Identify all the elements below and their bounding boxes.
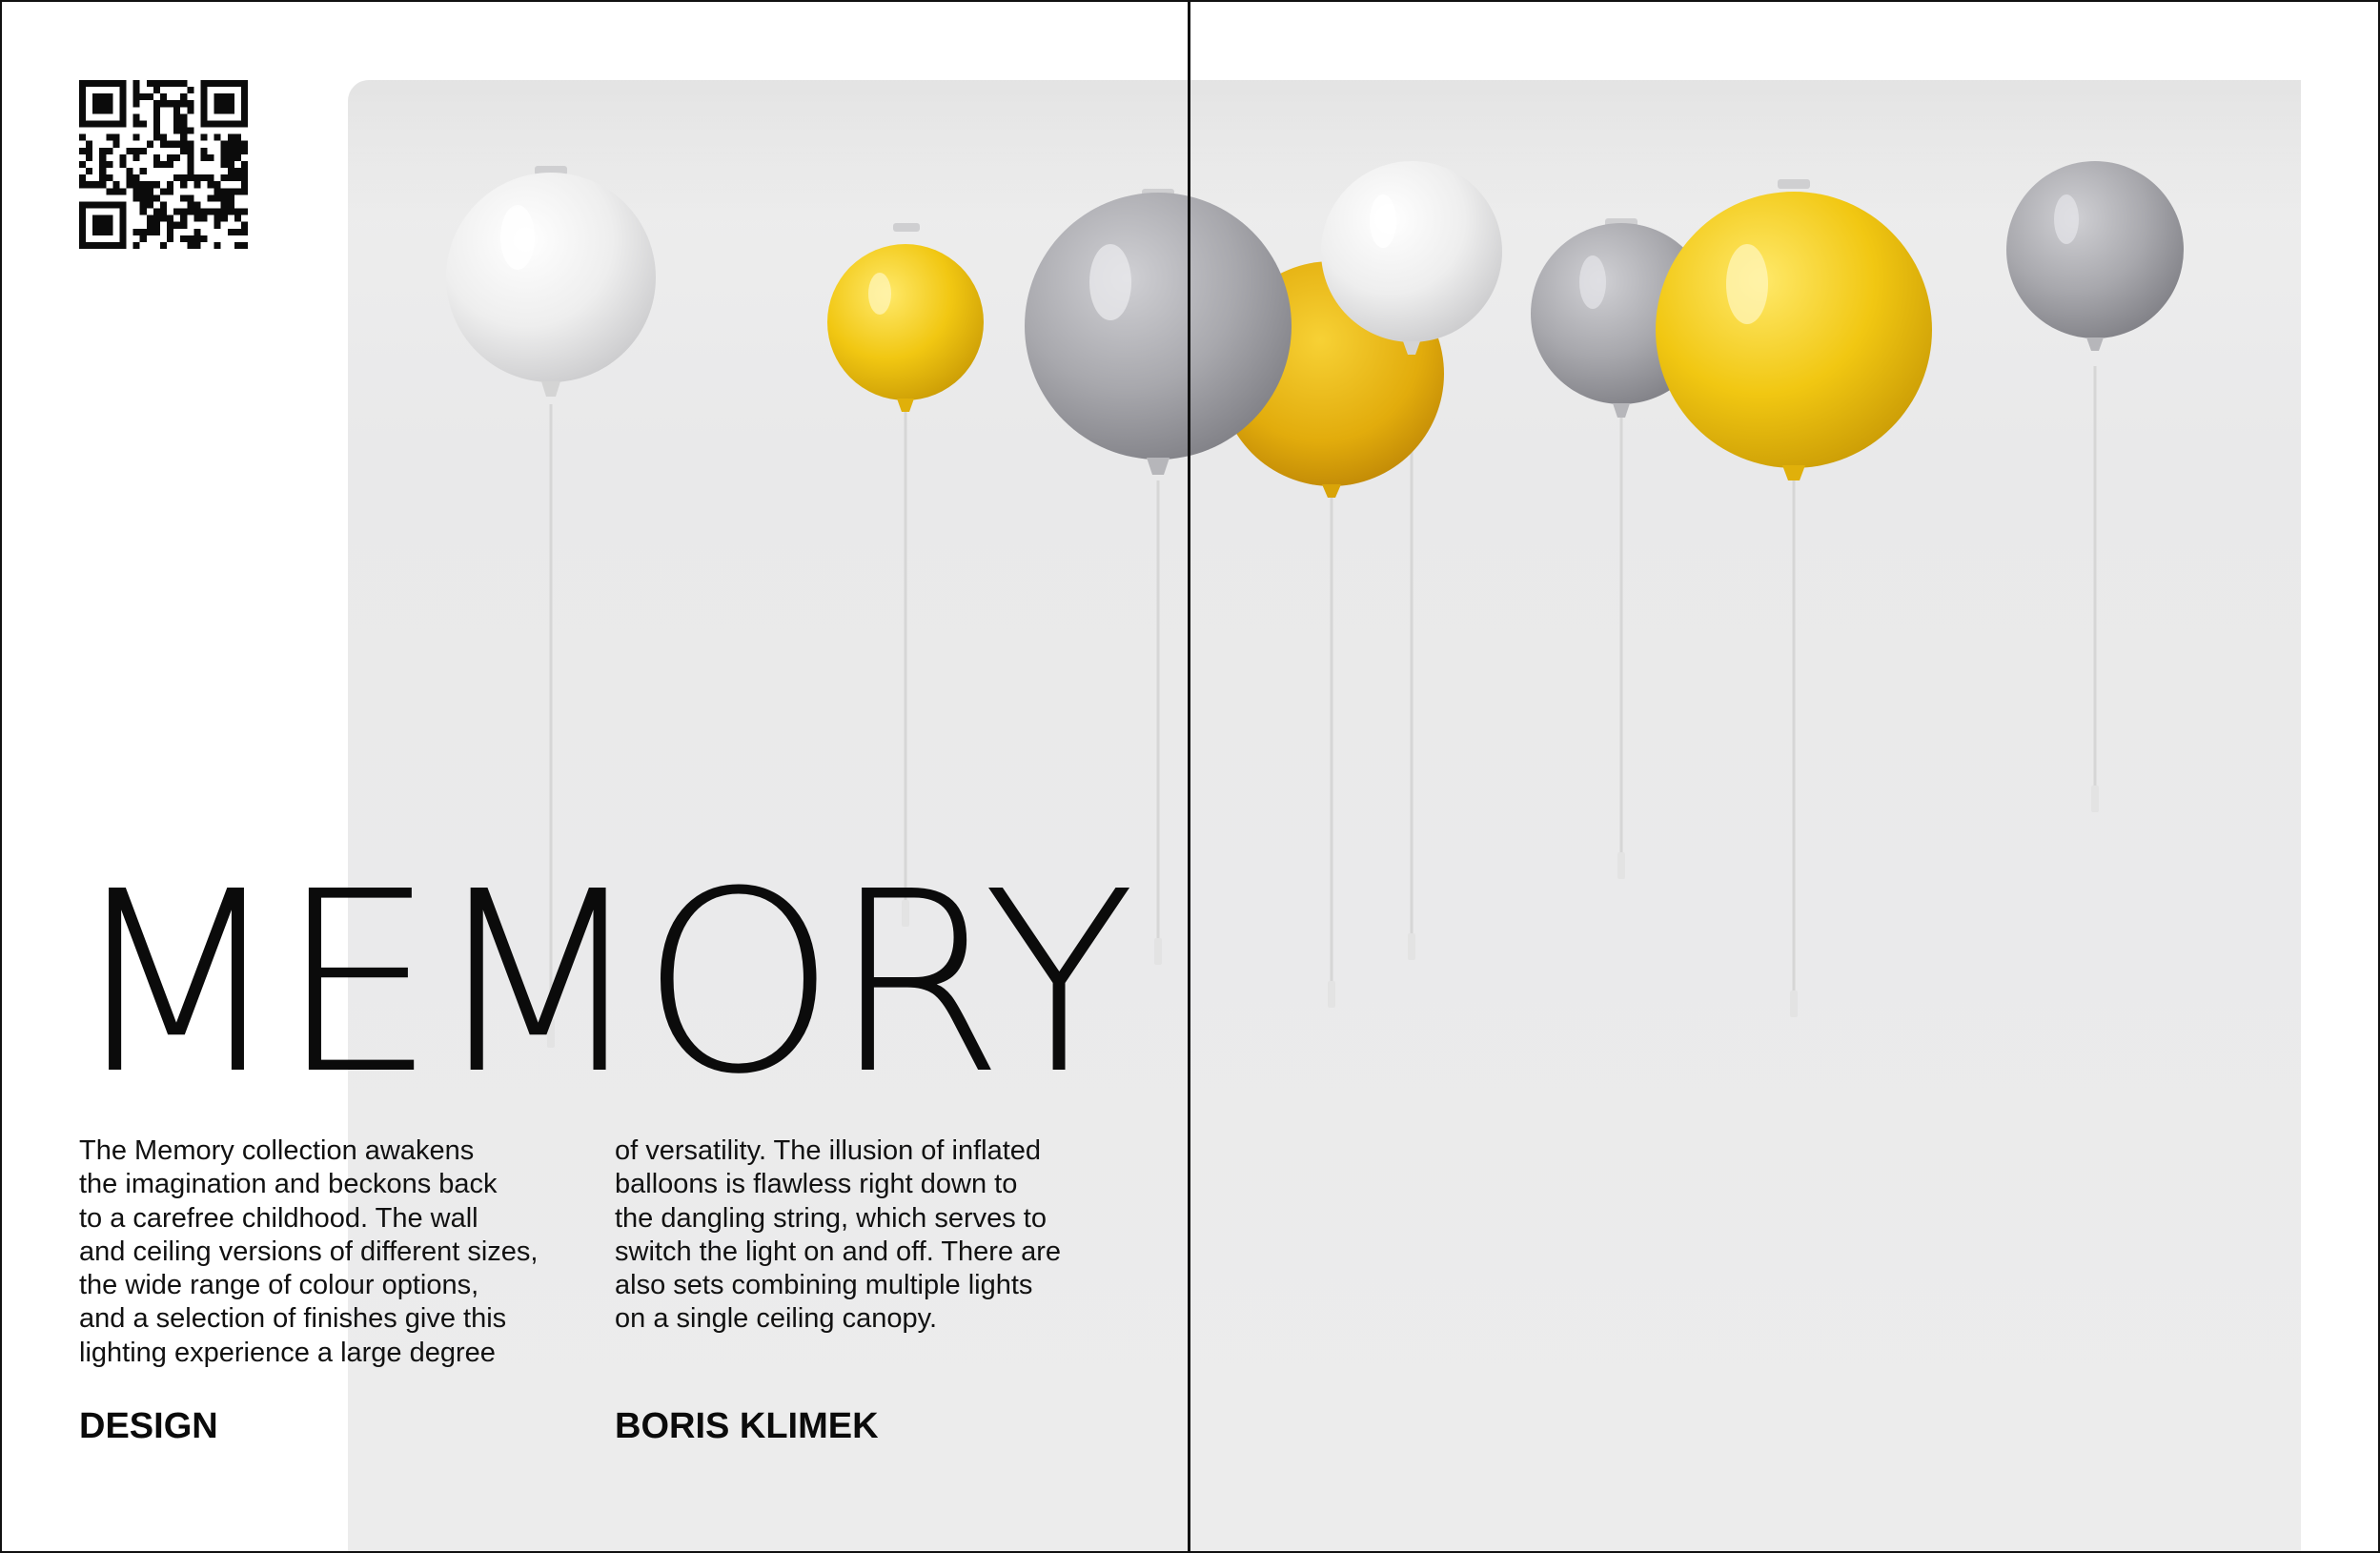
body-line: balloons is flawless right down to xyxy=(615,1169,1018,1200)
body-line: and ceiling versions of different sizes, xyxy=(79,1236,539,1267)
page-spine xyxy=(1188,0,1190,1553)
body-text-left xyxy=(79,1134,613,1370)
body-text-right xyxy=(615,1134,1149,1337)
body-line: on a single ceiling canopy. xyxy=(615,1303,938,1335)
body-line: lighting experience a large degree xyxy=(79,1337,496,1368)
body-line: to a carefree childhood. The wall xyxy=(79,1202,478,1234)
qr-code-icon[interactable] xyxy=(79,80,248,249)
design-credit-label: DESIGN xyxy=(79,1406,218,1446)
body-line: the dangling string, which serves to xyxy=(615,1202,1047,1234)
body-line: the imagination and beckons back xyxy=(79,1169,498,1200)
body-line: the wide range of colour options, xyxy=(79,1270,479,1301)
designer-name: BORIS KLIMEK xyxy=(615,1406,879,1446)
body-line: switch the light on and off. There are xyxy=(615,1236,1062,1267)
body-line: of versatility. The illusion of inflated xyxy=(615,1135,1042,1166)
body-line: The Memory collection awakens xyxy=(79,1135,475,1166)
page-title: MEMORY xyxy=(69,838,1130,1129)
body-line: also sets combining multiple lights xyxy=(615,1270,1033,1301)
body-line: and a selection of finishes give this xyxy=(79,1303,507,1335)
